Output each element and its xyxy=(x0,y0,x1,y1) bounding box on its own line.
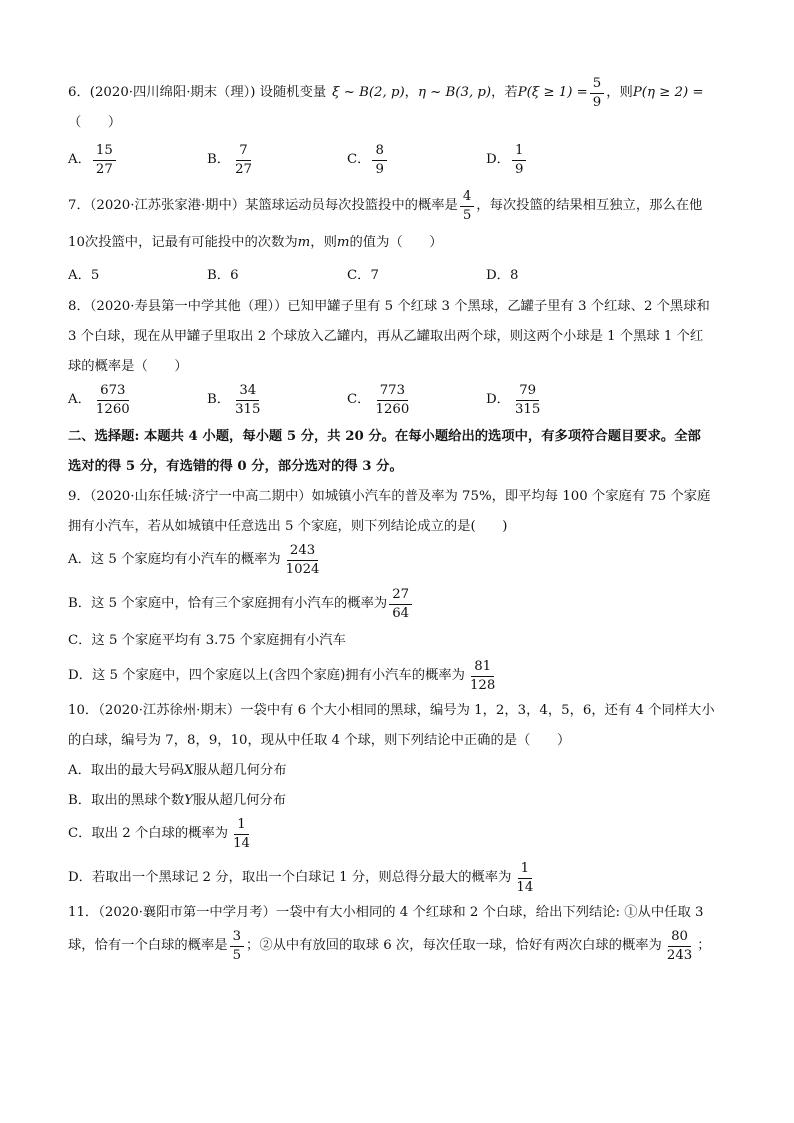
fraction-denominator: 1260 xyxy=(95,401,130,417)
option-text: B．取出的黑球个数 xyxy=(68,793,185,808)
section2-heading-line2: 选对的得 5 分，有选错的得 0 分，部分选对的得 3 分。 xyxy=(68,459,403,474)
q6-ask-prob: P(η ≥ 2) = xyxy=(632,85,704,101)
option-letter: B． xyxy=(207,268,231,284)
fraction-denominator: 1260 xyxy=(375,401,410,417)
q7-stem-line xyxy=(68,186,728,226)
option-value: 5 xyxy=(90,268,100,284)
q9-option-b xyxy=(68,584,728,624)
fraction-denominator: 5 xyxy=(232,947,242,963)
fraction-denominator: 9 xyxy=(375,161,384,177)
option-text: D．这 5 个家庭中，四个家庭以上(含四个家庭)拥有小汽车的概率为 xyxy=(68,668,465,684)
q7-var: m xyxy=(297,235,311,250)
q9-option-a xyxy=(68,540,728,580)
q8-line2: 3 个白球，现在从甲罐子里取出 2 个球放入乙罐内，再从乙罐取出两个球，则这两个小球是 1 个黑球 1 个红 xyxy=(68,329,704,344)
option-text: B．这 5 个家庭中，恰有三个家庭拥有小汽车的概率为 xyxy=(68,596,388,612)
q8-option-b xyxy=(207,384,347,417)
q8-line1: 8．（2020·寿县第一中学其他（理））已知甲罐子里有 5 个红球 3 个黑球，乙罐子里有 3 个红球、2 个黑球和 xyxy=(68,299,710,314)
q10-option-d xyxy=(68,858,728,898)
q11-line2-mid: ；②从中有放回的取球 6 次，每次任取一球，恰好有两次白球的概率为 xyxy=(246,938,662,954)
q7-option-c xyxy=(347,269,486,282)
q6-cond-prob: P(ξ ≥ 1) = xyxy=(517,85,588,101)
option-variable: X xyxy=(183,763,194,778)
option-text: 服从超几何分布 xyxy=(192,793,287,808)
q8-option-c-fraction xyxy=(372,384,412,417)
q6-sep: ， xyxy=(404,85,418,101)
option-value: 6 xyxy=(230,268,239,284)
q10-option-d-fraction xyxy=(513,862,536,895)
option-text: 服从超几何分布 xyxy=(193,763,287,778)
q8-option-a xyxy=(68,384,207,417)
option-letter: C． xyxy=(347,152,371,168)
fraction-numerator: 8 xyxy=(372,144,386,161)
q11-line2-pre: 球，恰有一个白球的概率是 xyxy=(68,938,228,954)
fraction-numerator: 5 xyxy=(590,77,604,94)
q8-option-d xyxy=(486,384,545,417)
q10-line2: 的白球，编号为 7，8，9，10，现从中任取 4 个球，则下列结论中正确的是（ ） xyxy=(68,733,571,748)
q11-line2-post: ； xyxy=(697,938,711,954)
q8-option-b-fraction xyxy=(232,384,263,417)
q7-var-ref: m xyxy=(336,235,350,250)
fraction-denominator: 64 xyxy=(392,605,410,621)
option-text: A．这 5 个家庭均有小汽车的概率为 xyxy=(68,552,281,568)
fraction-numerator: 1 xyxy=(518,862,532,879)
fraction-denominator: 315 xyxy=(235,401,261,417)
q8-line3: 球的概率是（ ） xyxy=(68,359,188,374)
fraction-denominator: 27 xyxy=(95,161,113,177)
q9-option-a-fraction xyxy=(283,544,323,577)
option-text: D．若取出一个黑球记 2 分，取出一个白球记 1 分，则总得分最大的概率为 xyxy=(68,870,512,886)
fraction-numerator: 4 xyxy=(460,190,474,207)
q8-option-d-fraction xyxy=(512,384,543,417)
q6-xi-dist: ξ ~ B(2, p) xyxy=(332,85,405,101)
q7-option-b xyxy=(207,269,347,282)
fraction-denominator: 14 xyxy=(516,879,534,895)
option-letter: C． xyxy=(347,268,371,284)
fraction-numerator: 80 xyxy=(668,930,691,947)
fraction-numerator: 7 xyxy=(236,144,250,161)
fraction-denominator: 9 xyxy=(514,161,524,177)
q6-options xyxy=(68,140,728,180)
option-letter: D． xyxy=(486,268,510,284)
q6-option-c-fraction xyxy=(372,144,386,177)
option-text: A．取出的最大号码 xyxy=(68,763,184,778)
q7-line2-pre: 10次投篮中，记最有可能投中的次数为 xyxy=(68,235,298,250)
q7-options xyxy=(68,268,728,284)
q11-line2 xyxy=(68,926,728,966)
q6-cond-fraction xyxy=(590,77,604,110)
q6-option-d xyxy=(486,144,528,177)
q7-line2-post: 的值为（ ） xyxy=(349,235,443,250)
q8-option-a-fraction xyxy=(93,384,133,417)
q6-stem-line xyxy=(68,75,728,110)
fraction-denominator: 14 xyxy=(233,835,250,851)
fraction-denominator: 128 xyxy=(469,677,496,693)
q10-option-a xyxy=(68,764,728,780)
fraction-denominator: 27 xyxy=(235,161,252,177)
fraction-numerator: 1 xyxy=(512,144,526,161)
q6-option-b-fraction xyxy=(232,144,255,177)
q11-line1: 11．（2020·襄阳市第一中学月考）一袋中有大小相同的 4 个红球和 2 个白球，给出下列结论: ①从中任取 3 xyxy=(68,905,704,920)
option-letter: C． xyxy=(347,392,371,408)
q9-line1: 9．（2020·山东任城·济宁一中高二期中）如城镇小汽车的普及率为 75%，即平均每 100 个家庭有 75 个家庭 xyxy=(68,489,711,504)
option-letter: A． xyxy=(68,152,91,168)
q7-stem-post: ，每次投篮的结果相互独立，那么在他 xyxy=(476,198,703,214)
option-letter: A． xyxy=(68,268,91,284)
fraction-numerator: 3 xyxy=(230,930,244,947)
fraction-numerator: 81 xyxy=(471,660,494,677)
option-text: C．取出 2 个白球的概率为 xyxy=(68,826,229,842)
q10-option-c-fraction xyxy=(230,818,253,851)
q6-option-d-fraction xyxy=(512,144,526,177)
q6-stem: 6．(2020·四川绵阳·期末（理）) 设随机变量 xyxy=(68,85,327,101)
option-letter: B． xyxy=(207,152,231,168)
q11-fraction-1 xyxy=(230,930,244,963)
q7-option-a xyxy=(68,269,207,282)
fraction-numerator: 773 xyxy=(377,384,408,401)
q8-option-c xyxy=(347,384,486,417)
exam-page xyxy=(68,75,728,966)
fraction-numerator: 27 xyxy=(389,588,412,605)
fraction-denominator: 9 xyxy=(592,94,602,110)
q6-blank: （ ） xyxy=(68,115,122,130)
q6-ask-pre: ，则 xyxy=(606,85,633,101)
fraction-numerator: 243 xyxy=(287,544,318,561)
q10-option-b xyxy=(68,794,728,810)
q7-line2 xyxy=(68,236,728,252)
q6-option-a-fraction xyxy=(93,144,116,177)
option-variable: Y xyxy=(184,793,193,808)
fraction-numerator: 1 xyxy=(234,818,248,835)
option-value: 7 xyxy=(370,268,379,284)
q9-option-d-fraction xyxy=(467,660,498,693)
q7-stem-pre: 7．（2020·江苏张家港·期中）某篮球运动员每次投篮投中的概率是 xyxy=(68,198,458,214)
option-value: 8 xyxy=(509,268,519,284)
fraction-denominator: 243 xyxy=(666,947,693,963)
option-letter: D． xyxy=(486,392,510,408)
fraction-denominator: 315 xyxy=(514,401,541,417)
q11-fraction-2 xyxy=(664,930,695,963)
option-letter: D． xyxy=(486,152,510,168)
q9-line2: 拥有小汽车，若从如城镇中任意选出 5 个家庭，则下列结论成立的是( ) xyxy=(68,519,508,534)
fraction-numerator: 79 xyxy=(516,384,539,401)
option-letter: A． xyxy=(68,392,91,408)
q9-option-b-fraction xyxy=(389,588,412,621)
q6-cond-pre: ，若 xyxy=(491,85,518,101)
fraction-numerator: 673 xyxy=(97,384,128,401)
q9-option-d xyxy=(68,656,728,696)
q6-option-c xyxy=(347,144,486,177)
fraction-numerator: 34 xyxy=(236,384,259,401)
q6-eta-dist: η ~ B(3, p) xyxy=(417,85,492,101)
q8-options xyxy=(68,380,728,420)
fraction-denominator: 5 xyxy=(462,207,472,223)
q7-option-d xyxy=(486,269,518,282)
q9-option-c: C．这 5 个家庭平均有 3.75 个家庭拥有小汽车 xyxy=(68,633,346,648)
fraction-numerator: 15 xyxy=(93,144,116,161)
fraction-denominator: 1024 xyxy=(285,561,320,577)
q6-blank-line xyxy=(68,116,728,132)
q6-option-b xyxy=(207,144,347,177)
q6-option-a xyxy=(68,144,207,177)
option-letter: B． xyxy=(207,392,231,408)
q10-line1: 10．（2020·江苏徐州·期末）一袋中有 6 个大小相同的黑球，编号为 1，2，3，4，5，6，还有 4 个同样大小 xyxy=(68,703,715,718)
q10-option-c xyxy=(68,814,728,854)
section2-heading-line1: 二、选择题: 本题共 4 小题，每小题 5 分，共 20 分。在每小题给出的选项中，有多项符合题目要求。全部 xyxy=(68,429,701,444)
q7-prob-fraction xyxy=(460,190,474,223)
q7-line2-mid: ，则 xyxy=(310,235,337,250)
